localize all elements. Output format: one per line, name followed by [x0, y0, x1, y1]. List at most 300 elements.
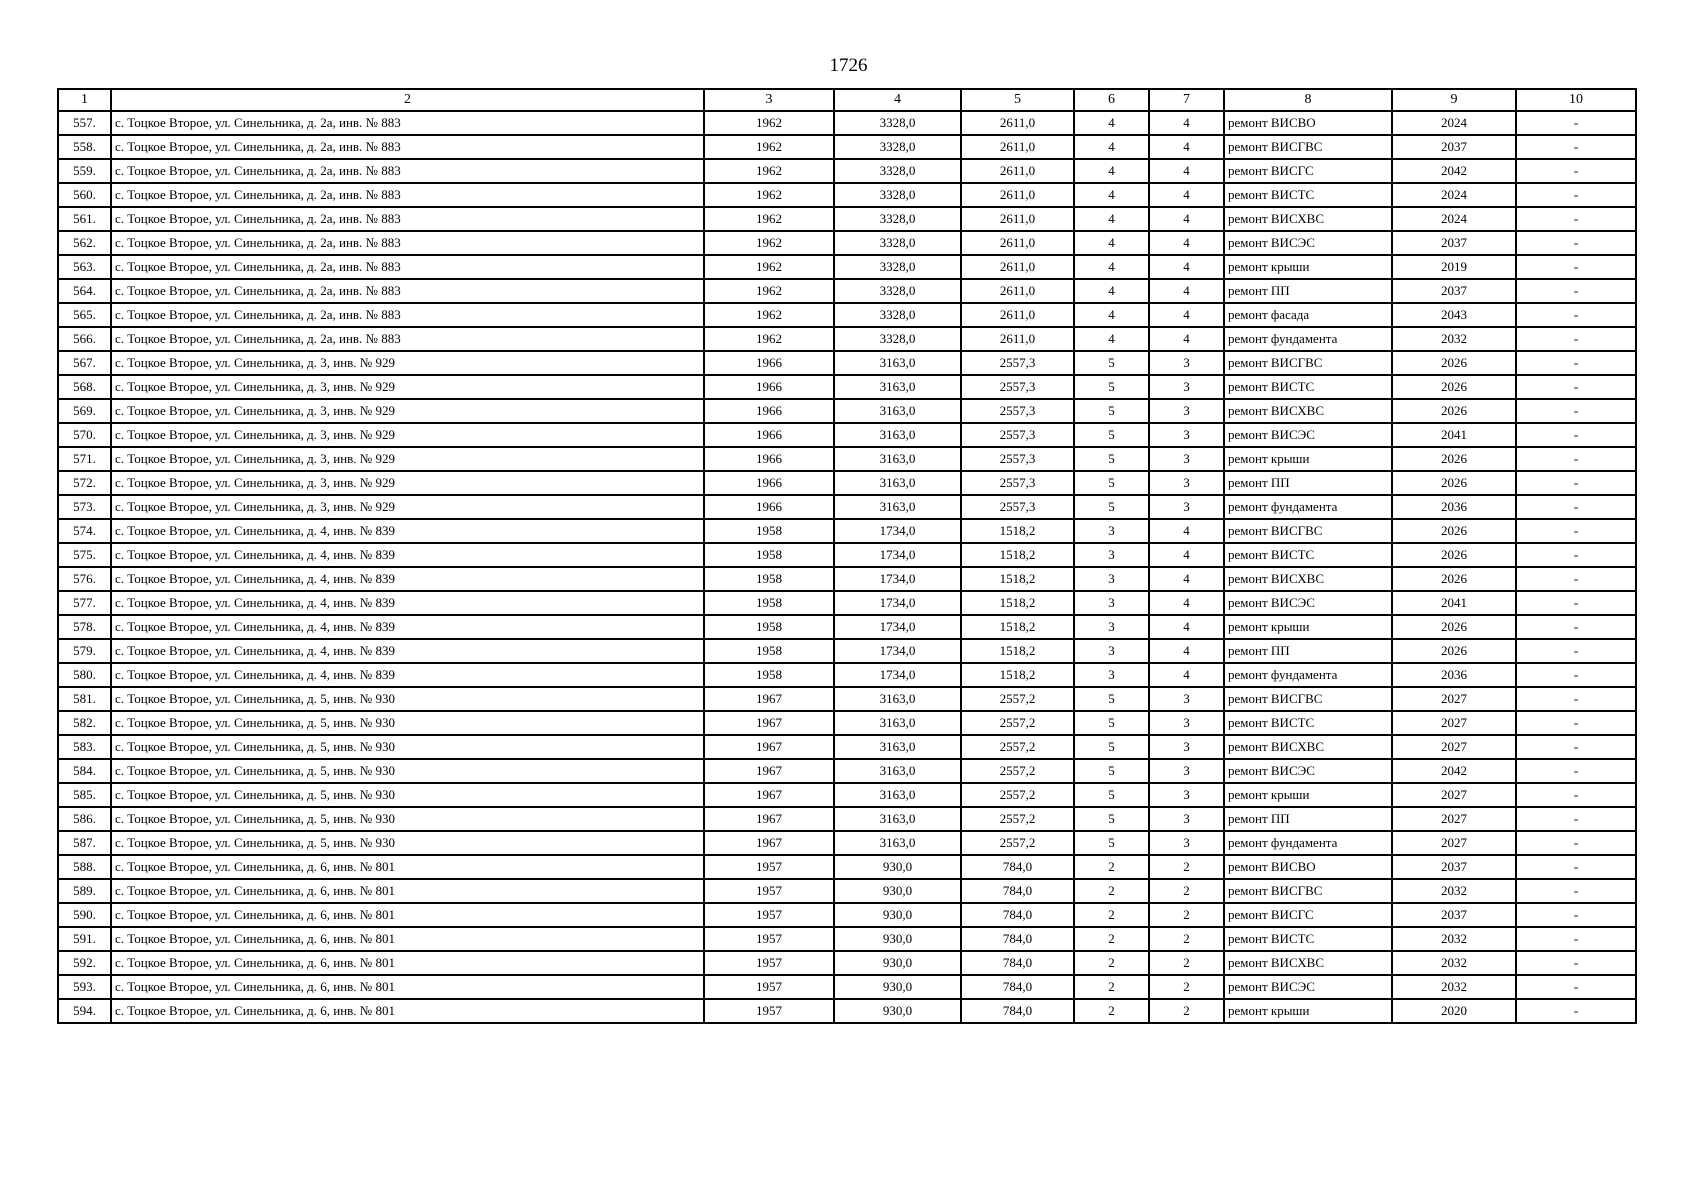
note-cell: - — [1516, 135, 1636, 159]
table-row — [58, 759, 1636, 783]
entrances-cell: 2 — [1149, 927, 1224, 951]
year-built-cell: 1967 — [704, 687, 834, 711]
living-area-cell: 2557,2 — [961, 759, 1074, 783]
entrances-cell: 4 — [1149, 567, 1224, 591]
floors-cell: 5 — [1074, 687, 1149, 711]
living-area-cell: 784,0 — [961, 975, 1074, 999]
entrances-cell: 3 — [1149, 687, 1224, 711]
planned-year-cell: 2026 — [1392, 375, 1516, 399]
table-row — [58, 951, 1636, 975]
entrances-cell: 2 — [1149, 879, 1224, 903]
address-cell: с. Тоцкое Второе, ул. Синельника, д. 2а, инв. № 883 — [111, 111, 704, 135]
floors-cell: 5 — [1074, 423, 1149, 447]
living-area-cell: 2611,0 — [961, 111, 1074, 135]
note-cell: - — [1516, 687, 1636, 711]
repair-type-cell: ремонт ВИСХВС — [1224, 735, 1392, 759]
repair-type-cell: ремонт ВИСГВС — [1224, 879, 1392, 903]
floors-cell: 4 — [1074, 111, 1149, 135]
address-cell: с. Тоцкое Второе, ул. Синельника, д. 2а, инв. № 883 — [111, 303, 704, 327]
floors-cell: 5 — [1074, 711, 1149, 735]
address-cell: с. Тоцкое Второе, ул. Синельника, д. 3, инв. № 929 — [111, 351, 704, 375]
table-row — [58, 783, 1636, 807]
note-cell: - — [1516, 375, 1636, 399]
living-area-cell: 2557,3 — [961, 447, 1074, 471]
table-row — [58, 687, 1636, 711]
row-number-cell: 589. — [58, 879, 111, 903]
planned-year-cell: 2041 — [1392, 591, 1516, 615]
row-number-cell: 569. — [58, 399, 111, 423]
year-built-cell: 1967 — [704, 735, 834, 759]
floors-cell: 5 — [1074, 447, 1149, 471]
total-area-cell: 3163,0 — [834, 399, 961, 423]
entrances-cell: 4 — [1149, 279, 1224, 303]
entrances-cell: 3 — [1149, 807, 1224, 831]
row-number-cell: 560. — [58, 183, 111, 207]
floors-cell: 4 — [1074, 159, 1149, 183]
row-number-cell: 573. — [58, 495, 111, 519]
year-built-cell: 1962 — [704, 231, 834, 255]
living-area-cell: 2557,2 — [961, 735, 1074, 759]
planned-year-cell: 2026 — [1392, 519, 1516, 543]
row-number-cell: 563. — [58, 255, 111, 279]
row-number-cell: 568. — [58, 375, 111, 399]
planned-year-cell: 2042 — [1392, 159, 1516, 183]
table-row — [58, 423, 1636, 447]
table-row — [58, 615, 1636, 639]
address-cell: с. Тоцкое Второе, ул. Синельника, д. 4, инв. № 839 — [111, 519, 704, 543]
living-area-cell: 2557,3 — [961, 423, 1074, 447]
planned-year-cell: 2032 — [1392, 975, 1516, 999]
repair-type-cell: ремонт крыши — [1224, 447, 1392, 471]
entrances-cell: 3 — [1149, 375, 1224, 399]
table-row — [58, 279, 1636, 303]
entrances-cell: 4 — [1149, 231, 1224, 255]
year-built-cell: 1966 — [704, 351, 834, 375]
table-row — [58, 567, 1636, 591]
table-row — [58, 231, 1636, 255]
entrances-cell: 3 — [1149, 399, 1224, 423]
table-row — [58, 255, 1636, 279]
address-cell: с. Тоцкое Второе, ул. Синельника, д. 6, инв. № 801 — [111, 855, 704, 879]
floors-cell: 3 — [1074, 519, 1149, 543]
floors-cell: 3 — [1074, 543, 1149, 567]
entrances-cell: 3 — [1149, 735, 1224, 759]
floors-cell: 5 — [1074, 735, 1149, 759]
row-number-cell: 564. — [58, 279, 111, 303]
repair-type-cell: ремонт ВИСЭС — [1224, 591, 1392, 615]
note-cell: - — [1516, 159, 1636, 183]
note-cell: - — [1516, 351, 1636, 375]
entrances-cell: 3 — [1149, 495, 1224, 519]
table-row — [58, 663, 1636, 687]
entrances-cell: 4 — [1149, 327, 1224, 351]
repair-type-cell: ремонт фундамента — [1224, 831, 1392, 855]
note-cell: - — [1516, 951, 1636, 975]
year-built-cell: 1966 — [704, 495, 834, 519]
note-cell: - — [1516, 879, 1636, 903]
address-cell: с. Тоцкое Второе, ул. Синельника, д. 4, инв. № 839 — [111, 543, 704, 567]
note-cell: - — [1516, 663, 1636, 687]
floors-cell: 2 — [1074, 903, 1149, 927]
table-row — [58, 183, 1636, 207]
note-cell: - — [1516, 471, 1636, 495]
living-area-cell: 1518,2 — [961, 639, 1074, 663]
column-header: 10 — [1516, 89, 1636, 111]
floors-cell: 4 — [1074, 135, 1149, 159]
table-row — [58, 831, 1636, 855]
living-area-cell: 2557,3 — [961, 471, 1074, 495]
address-cell: с. Тоцкое Второе, ул. Синельника, д. 6, инв. № 801 — [111, 903, 704, 927]
address-cell: с. Тоцкое Второе, ул. Синельника, д. 4, инв. № 839 — [111, 639, 704, 663]
note-cell: - — [1516, 927, 1636, 951]
planned-year-cell: 2026 — [1392, 639, 1516, 663]
year-built-cell: 1966 — [704, 399, 834, 423]
address-cell: с. Тоцкое Второе, ул. Синельника, д. 3, инв. № 929 — [111, 423, 704, 447]
year-built-cell: 1967 — [704, 711, 834, 735]
total-area-cell: 3163,0 — [834, 687, 961, 711]
year-built-cell: 1962 — [704, 279, 834, 303]
table-row — [58, 807, 1636, 831]
note-cell: - — [1516, 831, 1636, 855]
row-number-cell: 592. — [58, 951, 111, 975]
total-area-cell: 3163,0 — [834, 759, 961, 783]
repair-type-cell: ремонт ПП — [1224, 279, 1392, 303]
entrances-cell: 4 — [1149, 159, 1224, 183]
living-area-cell: 2557,3 — [961, 375, 1074, 399]
total-area-cell: 930,0 — [834, 999, 961, 1023]
note-cell: - — [1516, 903, 1636, 927]
entrances-cell: 2 — [1149, 951, 1224, 975]
column-header: 7 — [1149, 89, 1224, 111]
year-built-cell: 1957 — [704, 879, 834, 903]
address-cell: с. Тоцкое Второе, ул. Синельника, д. 5, инв. № 930 — [111, 783, 704, 807]
year-built-cell: 1962 — [704, 135, 834, 159]
row-number-cell: 565. — [58, 303, 111, 327]
row-number-cell: 581. — [58, 687, 111, 711]
note-cell: - — [1516, 447, 1636, 471]
planned-year-cell: 2026 — [1392, 567, 1516, 591]
repair-type-cell: ремонт ВИСТС — [1224, 543, 1392, 567]
total-area-cell: 930,0 — [834, 903, 961, 927]
total-area-cell: 3163,0 — [834, 423, 961, 447]
row-number-cell: 557. — [58, 111, 111, 135]
address-cell: с. Тоцкое Второе, ул. Синельника, д. 4, инв. № 839 — [111, 567, 704, 591]
note-cell: - — [1516, 615, 1636, 639]
year-built-cell: 1958 — [704, 639, 834, 663]
row-number-cell: 580. — [58, 663, 111, 687]
floors-cell: 3 — [1074, 615, 1149, 639]
note-cell: - — [1516, 591, 1636, 615]
column-header: 6 — [1074, 89, 1149, 111]
planned-year-cell: 2032 — [1392, 927, 1516, 951]
living-area-cell: 784,0 — [961, 999, 1074, 1023]
address-cell: с. Тоцкое Второе, ул. Синельника, д. 2а, инв. № 883 — [111, 279, 704, 303]
table-row — [58, 711, 1636, 735]
repair-type-cell: ремонт фундамента — [1224, 663, 1392, 687]
repair-type-cell: ремонт ВИСЭС — [1224, 231, 1392, 255]
year-built-cell: 1966 — [704, 375, 834, 399]
note-cell: - — [1516, 783, 1636, 807]
repair-type-cell: ремонт ВИСВО — [1224, 855, 1392, 879]
entrances-cell: 4 — [1149, 255, 1224, 279]
row-number-cell: 561. — [58, 207, 111, 231]
repair-type-cell: ремонт крыши — [1224, 255, 1392, 279]
floors-cell: 5 — [1074, 471, 1149, 495]
repair-type-cell: ремонт крыши — [1224, 999, 1392, 1023]
repair-type-cell: ремонт ВИСТС — [1224, 711, 1392, 735]
address-cell: с. Тоцкое Второе, ул. Синельника, д. 2а, инв. № 883 — [111, 255, 704, 279]
row-number-cell: 591. — [58, 927, 111, 951]
entrances-cell: 4 — [1149, 303, 1224, 327]
total-area-cell: 3328,0 — [834, 159, 961, 183]
address-cell: с. Тоцкое Второе, ул. Синельника, д. 4, инв. № 839 — [111, 615, 704, 639]
living-area-cell: 1518,2 — [961, 663, 1074, 687]
total-area-cell: 3163,0 — [834, 375, 961, 399]
planned-year-cell: 2027 — [1392, 783, 1516, 807]
address-cell: с. Тоцкое Второе, ул. Синельника, д. 3, инв. № 929 — [111, 375, 704, 399]
entrances-cell: 3 — [1149, 423, 1224, 447]
total-area-cell: 930,0 — [834, 855, 961, 879]
living-area-cell: 784,0 — [961, 927, 1074, 951]
floors-cell: 4 — [1074, 303, 1149, 327]
table-row — [58, 303, 1636, 327]
row-number-cell: 584. — [58, 759, 111, 783]
address-cell: с. Тоцкое Второе, ул. Синельника, д. 2а, инв. № 883 — [111, 231, 704, 255]
floors-cell: 4 — [1074, 183, 1149, 207]
year-built-cell: 1957 — [704, 951, 834, 975]
year-built-cell: 1957 — [704, 999, 834, 1023]
note-cell: - — [1516, 231, 1636, 255]
floors-cell: 2 — [1074, 927, 1149, 951]
address-cell: с. Тоцкое Второе, ул. Синельника, д. 5, инв. № 930 — [111, 807, 704, 831]
total-area-cell: 1734,0 — [834, 615, 961, 639]
total-area-cell: 3328,0 — [834, 327, 961, 351]
table-row — [58, 351, 1636, 375]
address-cell: с. Тоцкое Второе, ул. Синельника, д. 5, инв. № 930 — [111, 759, 704, 783]
table-row — [58, 903, 1636, 927]
note-cell: - — [1516, 207, 1636, 231]
total-area-cell: 930,0 — [834, 951, 961, 975]
year-built-cell: 1958 — [704, 615, 834, 639]
total-area-cell: 3163,0 — [834, 495, 961, 519]
row-number-cell: 579. — [58, 639, 111, 663]
note-cell: - — [1516, 855, 1636, 879]
table-header — [58, 89, 1636, 111]
year-built-cell: 1957 — [704, 855, 834, 879]
floors-cell: 5 — [1074, 375, 1149, 399]
row-number-cell: 567. — [58, 351, 111, 375]
floors-cell: 3 — [1074, 591, 1149, 615]
living-area-cell: 784,0 — [961, 855, 1074, 879]
living-area-cell: 2557,2 — [961, 807, 1074, 831]
floors-cell: 4 — [1074, 279, 1149, 303]
address-cell: с. Тоцкое Второе, ул. Синельника, д. 3, инв. № 929 — [111, 399, 704, 423]
column-header: 1 — [58, 89, 111, 111]
entrances-cell: 3 — [1149, 783, 1224, 807]
row-number-cell: 576. — [58, 567, 111, 591]
entrances-cell: 3 — [1149, 351, 1224, 375]
entrances-cell: 4 — [1149, 543, 1224, 567]
planned-year-cell: 2043 — [1392, 303, 1516, 327]
repair-type-cell: ремонт ВИСЭС — [1224, 423, 1392, 447]
floors-cell: 2 — [1074, 999, 1149, 1023]
row-number-cell: 594. — [58, 999, 111, 1023]
year-built-cell: 1958 — [704, 567, 834, 591]
living-area-cell: 2611,0 — [961, 303, 1074, 327]
row-number-cell: 578. — [58, 615, 111, 639]
row-number-cell: 558. — [58, 135, 111, 159]
planned-year-cell: 2020 — [1392, 999, 1516, 1023]
address-cell: с. Тоцкое Второе, ул. Синельника, д. 6, инв. № 801 — [111, 999, 704, 1023]
table-body — [58, 111, 1636, 1023]
table-row — [58, 135, 1636, 159]
note-cell: - — [1516, 735, 1636, 759]
total-area-cell: 3163,0 — [834, 735, 961, 759]
note-cell: - — [1516, 183, 1636, 207]
total-area-cell: 3328,0 — [834, 135, 961, 159]
total-area-cell: 3328,0 — [834, 207, 961, 231]
living-area-cell: 784,0 — [961, 951, 1074, 975]
living-area-cell: 2557,2 — [961, 783, 1074, 807]
floors-cell: 3 — [1074, 639, 1149, 663]
repair-type-cell: ремонт фундамента — [1224, 327, 1392, 351]
planned-year-cell: 2027 — [1392, 711, 1516, 735]
planned-year-cell: 2037 — [1392, 903, 1516, 927]
living-area-cell: 2611,0 — [961, 135, 1074, 159]
living-area-cell: 2611,0 — [961, 327, 1074, 351]
repair-type-cell: ремонт ВИСГС — [1224, 903, 1392, 927]
floors-cell: 5 — [1074, 807, 1149, 831]
year-built-cell: 1962 — [704, 159, 834, 183]
repair-type-cell: ремонт ВИСХВС — [1224, 951, 1392, 975]
row-number-cell: 582. — [58, 711, 111, 735]
address-cell: с. Тоцкое Второе, ул. Синельника, д. 5, инв. № 930 — [111, 711, 704, 735]
living-area-cell: 1518,2 — [961, 519, 1074, 543]
row-number-cell: 570. — [58, 423, 111, 447]
entrances-cell: 2 — [1149, 975, 1224, 999]
address-cell: с. Тоцкое Второе, ул. Синельника, д. 6, инв. № 801 — [111, 951, 704, 975]
repair-type-cell: ремонт ВИСХВС — [1224, 399, 1392, 423]
entrances-cell: 4 — [1149, 111, 1224, 135]
living-area-cell: 2557,2 — [961, 711, 1074, 735]
table-row — [58, 447, 1636, 471]
living-area-cell: 2611,0 — [961, 207, 1074, 231]
entrances-cell: 2 — [1149, 855, 1224, 879]
repair-type-cell: ремонт ВИСГВС — [1224, 351, 1392, 375]
year-built-cell: 1966 — [704, 471, 834, 495]
total-area-cell: 3328,0 — [834, 111, 961, 135]
planned-year-cell: 2026 — [1392, 615, 1516, 639]
entrances-cell: 4 — [1149, 639, 1224, 663]
address-cell: с. Тоцкое Второе, ул. Синельника, д. 4, инв. № 839 — [111, 663, 704, 687]
address-cell: с. Тоцкое Второе, ул. Синельника, д. 2а, инв. № 883 — [111, 183, 704, 207]
address-cell: с. Тоцкое Второе, ул. Синельника, д. 4, инв. № 839 — [111, 591, 704, 615]
address-cell: с. Тоцкое Второе, ул. Синельника, д. 2а, инв. № 883 — [111, 159, 704, 183]
row-number-cell: 566. — [58, 327, 111, 351]
table-row — [58, 855, 1636, 879]
table-row — [58, 591, 1636, 615]
total-area-cell: 3163,0 — [834, 807, 961, 831]
year-built-cell: 1967 — [704, 831, 834, 855]
repair-type-cell: ремонт ВИСТС — [1224, 927, 1392, 951]
total-area-cell: 930,0 — [834, 879, 961, 903]
table-row — [58, 375, 1636, 399]
year-built-cell: 1966 — [704, 447, 834, 471]
note-cell: - — [1516, 519, 1636, 543]
table-row — [58, 519, 1636, 543]
note-cell: - — [1516, 759, 1636, 783]
note-cell: - — [1516, 639, 1636, 663]
repair-type-cell: ремонт ВИСГС — [1224, 159, 1392, 183]
total-area-cell: 930,0 — [834, 975, 961, 999]
floors-cell: 4 — [1074, 231, 1149, 255]
planned-year-cell: 2024 — [1392, 111, 1516, 135]
row-number-cell: 575. — [58, 543, 111, 567]
living-area-cell: 2557,3 — [961, 495, 1074, 519]
living-area-cell: 2557,2 — [961, 831, 1074, 855]
total-area-cell: 3163,0 — [834, 831, 961, 855]
note-cell: - — [1516, 567, 1636, 591]
planned-year-cell: 2026 — [1392, 447, 1516, 471]
total-area-cell: 3328,0 — [834, 255, 961, 279]
planned-year-cell: 2026 — [1392, 471, 1516, 495]
floors-cell: 2 — [1074, 855, 1149, 879]
planned-year-cell: 2036 — [1392, 663, 1516, 687]
entrances-cell: 4 — [1149, 207, 1224, 231]
planned-year-cell: 2026 — [1392, 351, 1516, 375]
table-row — [58, 159, 1636, 183]
entrances-cell: 3 — [1149, 711, 1224, 735]
entrances-cell: 3 — [1149, 471, 1224, 495]
table-row — [58, 399, 1636, 423]
total-area-cell: 3163,0 — [834, 783, 961, 807]
year-built-cell: 1962 — [704, 207, 834, 231]
living-area-cell: 2557,3 — [961, 399, 1074, 423]
table-row — [58, 927, 1636, 951]
table-row — [58, 207, 1636, 231]
note-cell: - — [1516, 495, 1636, 519]
column-header: 2 — [111, 89, 704, 111]
living-area-cell: 1518,2 — [961, 543, 1074, 567]
total-area-cell: 3328,0 — [834, 303, 961, 327]
address-cell: с. Тоцкое Второе, ул. Синельника, д. 5, инв. № 930 — [111, 687, 704, 711]
living-area-cell: 784,0 — [961, 903, 1074, 927]
total-area-cell: 1734,0 — [834, 543, 961, 567]
row-number-cell: 583. — [58, 735, 111, 759]
planned-year-cell: 2024 — [1392, 183, 1516, 207]
total-area-cell: 3163,0 — [834, 447, 961, 471]
floors-cell: 4 — [1074, 327, 1149, 351]
table-row — [58, 327, 1636, 351]
floors-cell: 4 — [1074, 207, 1149, 231]
year-built-cell: 1962 — [704, 111, 834, 135]
header-row — [58, 89, 1636, 111]
year-built-cell: 1962 — [704, 303, 834, 327]
year-built-cell: 1958 — [704, 591, 834, 615]
living-area-cell: 2611,0 — [961, 279, 1074, 303]
column-header: 8 — [1224, 89, 1392, 111]
year-built-cell: 1967 — [704, 783, 834, 807]
repair-type-cell: ремонт ВИСГВС — [1224, 519, 1392, 543]
note-cell: - — [1516, 399, 1636, 423]
row-number-cell: 571. — [58, 447, 111, 471]
address-cell: с. Тоцкое Второе, ул. Синельника, д. 6, инв. № 801 — [111, 975, 704, 999]
year-built-cell: 1957 — [704, 975, 834, 999]
address-cell: с. Тоцкое Второе, ул. Синельника, д. 6, инв. № 801 — [111, 879, 704, 903]
row-number-cell: 587. — [58, 831, 111, 855]
planned-year-cell: 2027 — [1392, 735, 1516, 759]
repair-type-cell: ремонт фундамента — [1224, 495, 1392, 519]
